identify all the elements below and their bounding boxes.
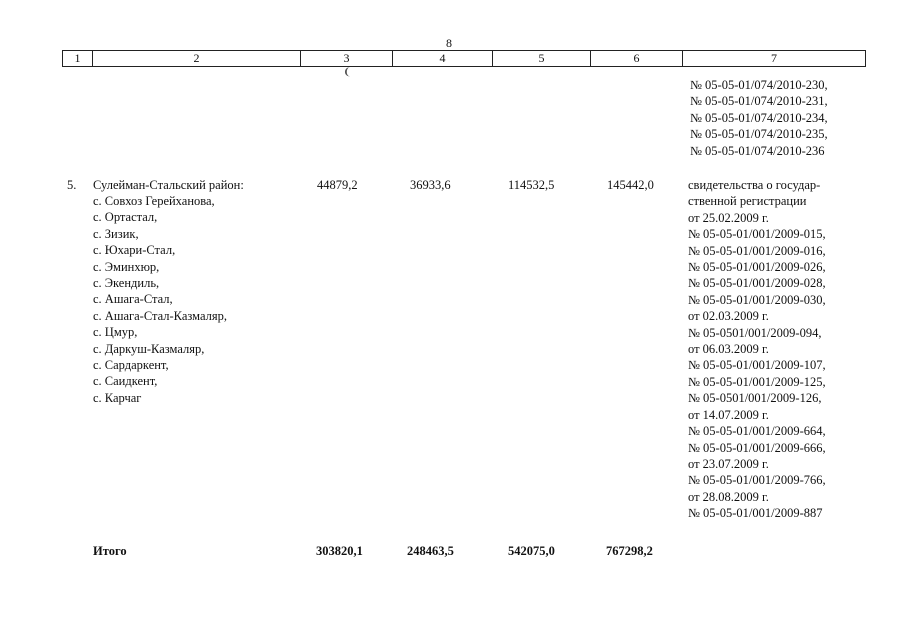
certificate-line: № 05-05-01/001/2009-887 [688,506,823,521]
settlement-item: с. Ортастал, [93,210,158,225]
total-label: Итого [93,544,127,558]
header-col-4: 4 [392,51,492,66]
certificate-line: № 05-05-01/001/2009-028, [688,276,826,291]
certificate-line: № 05-05-01/001/2009-030, [688,292,826,307]
settlement-item: с. Ашага-Стал, [93,292,173,307]
settlement-item: с. Ашага-Стал-Казмаляр, [93,308,228,323]
row-number: 5. [67,178,77,192]
total-col3-value: 303820,1 [316,544,363,558]
certificate-line: ственной регистрации [688,194,807,209]
settlement-item: с. Совхоз Герейханова, [93,194,215,208]
settlement-item: с. Саидкент, [93,374,158,389]
certificate-line: № 05-0501/001/2009-126, [688,391,822,406]
certificate-line: № 05-05-01/074/2010-231, [690,94,828,109]
settlement-list [93,193,227,406]
row5-col6-value: 145442,0 [607,178,654,192]
total-col4-value: 248463,5 [407,544,454,558]
header-col-5: 5 [492,51,590,66]
row5-col4-value: 36933,6 [410,178,451,192]
certificate-line: от 25.02.2009 г. [688,210,769,225]
header-col-7: 7 [682,51,866,66]
certificate-line: от 02.03.2009 г. [688,309,769,324]
certificate-line: № 05-05-01/074/2010-235, [690,127,828,142]
row5-certificates [688,177,826,522]
certificate-line: свидетельства о государ- [688,178,821,192]
certificate-line: № 05-05-01/074/2010-234, [690,110,828,125]
certificate-line: от 23.07.2009 г. [688,456,769,471]
certificate-line: № 05-05-01/001/2009-666, [688,440,826,455]
table-header-row [62,50,866,67]
certificate-line: от 14.07.2009 г. [688,407,769,422]
continuation-certificates [690,77,828,159]
settlement-item: с. Зизик, [93,226,139,241]
header-col-6: 6 [590,51,682,66]
certificate-line: № 05-05-01/074/2010-236 [690,143,825,158]
total-col5-value: 542075,0 [508,544,555,558]
certificate-line: № 05-0501/001/2009-094, [688,325,822,340]
scan-mark: ❨ [343,67,352,78]
certificate-line: № 05-05-01/001/2009-766, [688,473,826,488]
certificate-line: № 05-05-01/001/2009-016, [688,243,826,258]
certificate-line: № 05-05-01/001/2009-125, [688,374,826,389]
page-number: 8 [446,36,452,50]
settlement-item: с. Цмур, [93,325,138,340]
settlement-item: с. Эминхюр, [93,259,160,274]
row5-col5-value: 114532,5 [508,178,555,192]
certificate-line: № 05-05-01/001/2009-015, [688,227,826,242]
settlement-item: с. Юхари-Стал, [93,243,176,258]
settlement-item: с. Экендиль, [93,276,160,291]
settlement-item: с. Карчаг [93,390,142,405]
certificate-line: № 05-05-01/001/2009-664, [688,424,826,439]
total-col6-value: 767298,2 [606,544,653,558]
certificate-line: от 06.03.2009 г. [688,342,769,357]
certificate-line: № 05-05-01/001/2009-026, [688,260,826,275]
district-name: Сулейман-Стальский район: [93,178,244,192]
certificate-line: от 28.08.2009 г. [688,489,769,504]
header-col-3: 3 [300,51,392,66]
header-col-2: 2 [92,51,300,66]
header-col-1: 1 [62,51,92,66]
certificate-line: № 05-05-01/074/2010-230, [690,78,828,92]
settlement-item: с. Даркуш-Казмаляр, [93,341,205,356]
certificate-line: № 05-05-01/001/2009-107, [688,358,826,373]
row5-col3-value: 44879,2 [317,178,358,192]
settlement-item: с. Сардаркент, [93,358,169,373]
